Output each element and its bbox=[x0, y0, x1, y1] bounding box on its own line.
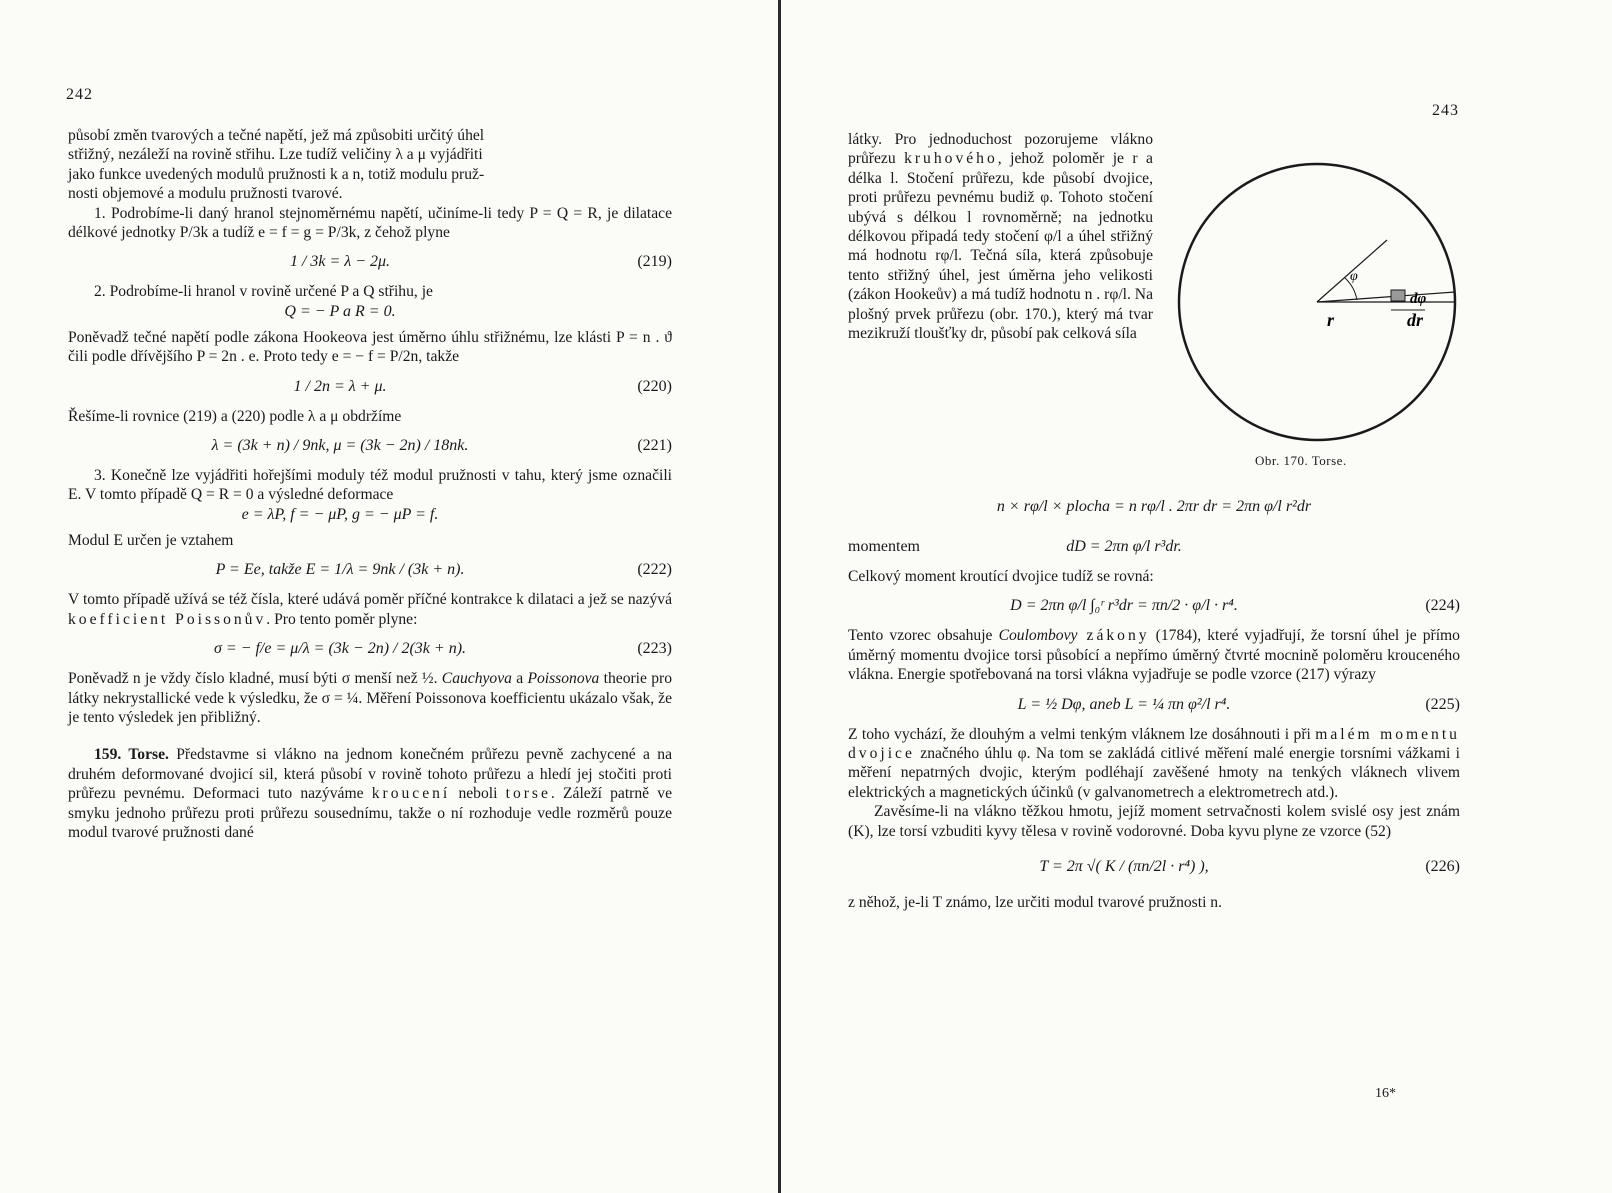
equation-deformation: e = λP, f = − μP, g = − μP = f. bbox=[241, 505, 439, 523]
paragraph-thin-fibre: Z toho vychází, že dlouhým a velmi tenkým vláknem lze dosáhnouti i při malém momentu dvojice značného úhlu φ. Na tom se zakládá citlivé měření malé energie torsními vážkami i měření nepatrných dvojic, kterým podléhají zavěšené hmoty na tenkých vláknech vlivem elektrických a magnetických účinků (v galvanometrech a elektrometrech atd.). bbox=[848, 725, 1460, 801]
equation-225: L = ½ Dφ, aneb L = ¼ πn φ²/l r⁴. (225) bbox=[1017, 695, 1460, 713]
equation-221: λ = (3k + n) / 9nk, μ = (3k − 2n) / 18nk. (221) bbox=[211, 437, 672, 455]
text-line: nosti objemové a modulu pružnosti tvarové. bbox=[68, 185, 343, 203]
equation-number: (222) bbox=[637, 561, 672, 579]
dr-label: dr bbox=[1407, 310, 1424, 330]
equation-223: σ = − f/e = μ/λ = (3k − 2n) / 2(3k + n). (223) bbox=[213, 640, 672, 658]
r-label: r bbox=[1327, 310, 1335, 330]
paragraph-2: 2. Podrobíme-li hranol v rovině určené P a Q střihu, je bbox=[94, 283, 433, 301]
torsion-diagram bbox=[1175, 160, 1465, 450]
paragraph-6: Modul E určen je vztahem bbox=[68, 531, 234, 549]
equation-number: (223) bbox=[637, 640, 672, 658]
equation-number: (224) bbox=[1425, 597, 1460, 615]
signature-mark: 16* bbox=[1375, 1086, 1396, 1101]
equation-226: T = 2π √( K / (πn/2l · r⁴) ), (226) bbox=[1039, 858, 1460, 876]
paragraph-3: Poněvadž tečné napětí podle zákona Hookeova jest úměrno úhlu střižnému, lze klásti P = n . ϑ čili podle dřívějšího P = 2n . e. Proto tedy e = − f = P/2n, takže bbox=[68, 328, 672, 366]
text-line: působí změn tvarových a tečné napětí, jež má způsobiti určitý úhel bbox=[68, 127, 485, 144]
equation-q-p: Q = − P a R = 0. bbox=[284, 302, 396, 320]
left-page bbox=[0, 0, 775, 1193]
equation-number: (225) bbox=[1425, 695, 1460, 713]
wrapped-paragraph: látky. Pro jednoduchost pozorujeme vlákno průřezu kruhového, jehož poloměr je r a délka l. Stočení průřezu, kde působí dvojice, proti průřezu pevnému budiž φ. Tohoto stočení ubývá s délkou l rovnoměrně; na jednotku délkovou připadá tedy stočení φ/l a úhel střižný má hodnotu rφ/l. Tečná síla, která způsobuje tento střižný úhel, jest úměrna jeho velikosti (zákon Hookeův) a má tudíž hodnotu n . rφ/l. Na plošný prvek průřezu (obr. 170.), který má tvar mezikruží tloušťky dr, působí pak celková síla bbox=[848, 131, 1153, 343]
wrapped-text-column bbox=[848, 130, 1153, 343]
equation-number: (219) bbox=[637, 253, 672, 271]
equation-force: n × rφ/l × plocha = n rφ/l . 2πr dr = 2πn φ/l r²dr bbox=[996, 498, 1312, 515]
paragraph-last: z něhož, je-li T známo, lze určiti modul tvarové pružnosti n. bbox=[848, 894, 1222, 912]
paragraph-7: V tomto případě užívá se též čísla, které udává poměr příčné kontrakce k dilataci a jež se nazývá koefficient Poissonův. Pro tento poměr plyne: bbox=[68, 591, 672, 628]
equation-219: 1 / 3k = λ − 2μ. (219) bbox=[289, 253, 672, 271]
paragraph-5: 3. Konečně lze vyjádřiti hořejšími moduly též modul pružnosti v tahu, který jsme označili E. V tomto případě Q = R = 0 a výsledné deformace bbox=[68, 467, 672, 504]
paragraph-4: Řešíme-li rovnice (219) a (220) podle λ a μ obdržíme bbox=[68, 407, 402, 425]
paragraph-coulomb: Tento vzorec obsahuje Coulombovy zákony (1784), které vyjadřují, že torsní úhel je přímo úměrný momentu dvojice torsi působící a nepřímo úměrný čtvrté mocnině poloměru krouceného vlákna. Energie spotřebovaná na torsi vlákna vyjadřuje se podle vzorce (217) výrazy bbox=[848, 627, 1460, 684]
equation-220: 1 / 2n = λ + μ. (220) bbox=[293, 377, 672, 395]
dphi-label: dφ bbox=[1410, 291, 1427, 307]
right-text-column bbox=[848, 487, 1460, 912]
equation-224: D = 2πn φ/l ∫₀ʳ r³dr = πn/2 · φ/l · r⁴. (224) bbox=[1010, 597, 1460, 615]
page-number-left: 242 bbox=[66, 86, 93, 103]
moment-label: momentem bbox=[848, 538, 920, 555]
phi-label: φ bbox=[1350, 269, 1358, 284]
page-number-right: 243 bbox=[1432, 102, 1459, 119]
text-line: jako funkce uvedených modulů pružnosti k a n, totiž modulu pruž- bbox=[68, 165, 485, 183]
section-159: 159. Torse. Představme si vlákno na jednom konečném průřezu pevně zachycené a na druhém deformované dvojicí sil, která působí v rovině tohoto průřezu a hledí jej stočiti proti průřezu pevnému. Deformaci tuto nazýváme kroucení neboli torse. Záleží patrně ve smyku jednoho průřezu proti průřezu sousednímu, takže o ní rozhoduje vedle rozměrů pouze modul tvarové pružnosti dané bbox=[68, 746, 672, 841]
text-line: střižný, nezáleží na rovině střihu. Lze tudíž veličiny λ a μ vyjádřiti bbox=[68, 146, 483, 164]
left-text-column bbox=[68, 126, 672, 842]
equation-moment: momentem dD = 2πn φ/l r³dr. bbox=[848, 538, 1182, 555]
figure-torsion bbox=[1175, 160, 1465, 450]
paragraph-hanging-mass: Zavěsíme-li na vlákno těžkou hmotu, jejíž moment setrvačnosti kolem svislé osy jest znám (K), lze torsí vzbuditi kyvy tělesa v rovině vodorovné. Doba kyvu plyne ze vzorce (52) bbox=[848, 803, 1460, 840]
paragraph-total-moment: Celkový moment kroutící dvojice tudíž se rovná: bbox=[848, 568, 1154, 585]
paragraph-1: 1. Podrobíme-li daný hranol stejnoměrnému napětí, učiníme-li tedy P = Q = R, je dilatace délkové jednotky P/3k a tudíž e = f = g = P/3k, z čehož plyne bbox=[68, 204, 672, 242]
equation-number: (221) bbox=[637, 437, 672, 455]
right-page bbox=[785, 0, 1612, 1193]
figure-caption: Obr. 170. Torse. bbox=[1255, 453, 1347, 468]
paragraph-8: Poněvadž n je vždy číslo kladné, musí býti σ menší než ½. Cauchyova a Poissonova theorie pro látky nekrystallické vede k výsledku, že σ = ¼. Měření Poissonova koefficientu ukázalo však, že je tento výsledek jen přibližný. bbox=[68, 670, 673, 726]
book-spine bbox=[778, 0, 781, 1193]
section-heading: 159. Torse. bbox=[94, 746, 169, 764]
equation-number: (226) bbox=[1425, 858, 1460, 876]
equation-number: (220) bbox=[637, 377, 672, 395]
equation-222: P = Ee, takže E = 1/λ = 9nk / (3k + n). (222) bbox=[215, 561, 672, 579]
